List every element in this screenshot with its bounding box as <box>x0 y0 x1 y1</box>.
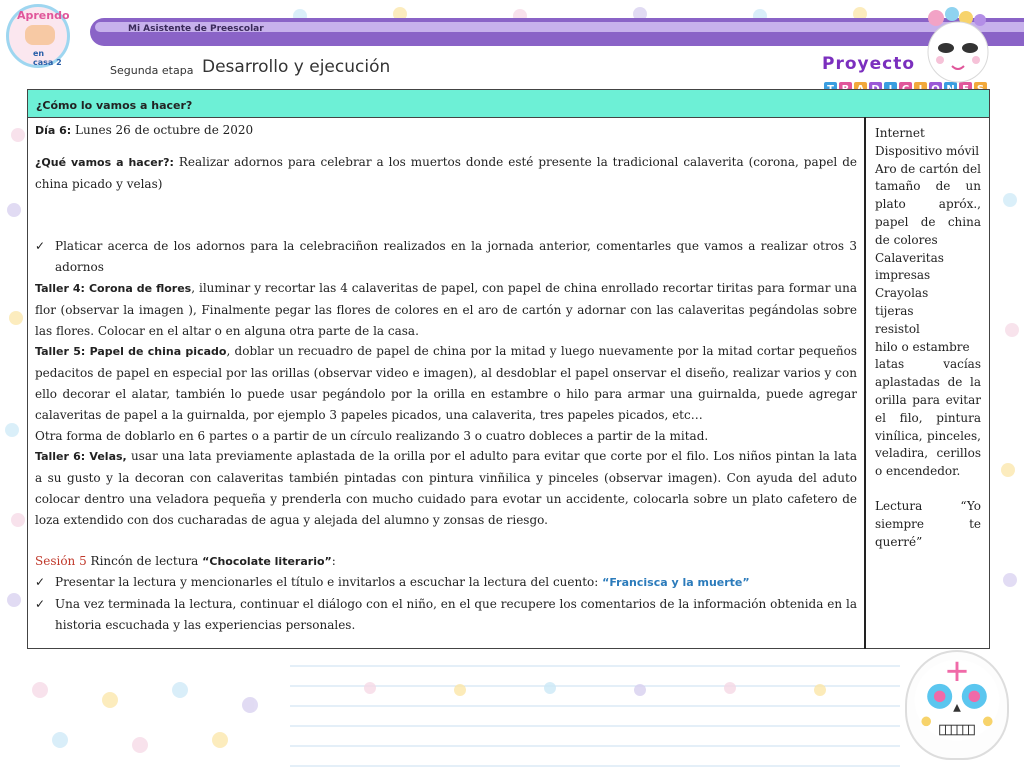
question-label: ¿Qué vamos a hacer?: <box>35 155 174 169</box>
taller-4 <box>35 278 857 341</box>
taller-4-text: , iluminar y recortar las 4 calaveritas de papel, con papel de china enrollado recortar tiritas para formar una flor (observar la imagen ), Finalmente pegar las flores de colores en el aro de cartón y adornar con las calaveritas pegándolas sobre las flores. Colocar en el altar o en alguna otra parte de la casa. <box>35 280 857 338</box>
taller-6-text: usar una lata previamente aplastada de la orilla por el adulto para evitar que corte por el filo. Los niños pintan la lata a su gusto y la decoran con calaveritas también pintadas con pintura vinñilica y pinceles (observar imagen). Con ayuda del aduto colocar dentro una veladora pequeña y prenderla con mucho cuidado para evotar un accidente, colocarla sobre un plato cafetero de loza extendido con dos cucharadas de agua y alejada del alumno y zonsas de riesgo. <box>35 449 857 527</box>
table-header-title: ¿Cómo lo vamos a hacer? <box>36 99 193 112</box>
session-text: Rincón de lectura <box>86 553 203 568</box>
bullet-text: Platicar acerca de los adornos para la celebraciñon realizados en la jornada anterior, comentarles que vamos a realizar otros 3 adornos <box>55 239 857 275</box>
session-line <box>35 551 857 573</box>
list-item <box>35 236 857 278</box>
day-label: Día 6: <box>35 124 72 137</box>
story-title: “Francisca y la muerte” <box>602 576 750 590</box>
material-item: Dispositivo móvil <box>875 143 980 158</box>
materials-column <box>875 125 981 551</box>
column-divider <box>864 117 866 649</box>
material-item: Aro de cartón del tamaño de un plato apróx., papel de china de colores <box>875 161 981 247</box>
bullet-text: Una vez terminada la lectura, continuar el diálogo con el niño, en el que recupere los comentarios de la información obtenida en la historia escuchada y las experiencias personales. <box>55 597 857 632</box>
app-name: Mi Asistente de Preescolar <box>128 24 264 34</box>
material-item: latas vacías aplastadas de la orilla para evitar el filo, pintura vinílica, pinceles, veladira, cerillos o encendedor. <box>875 357 981 479</box>
material-item: Calaveritas impresas <box>875 250 944 283</box>
session-title: “Chocolate literario” <box>202 554 332 568</box>
session-label: Sesión 5 <box>35 553 87 568</box>
material-item: resistol <box>875 321 920 336</box>
taller-4-name: Corona de flores <box>88 281 192 295</box>
taller-5-name: Papel de china picado <box>89 345 227 359</box>
day-line <box>35 120 857 142</box>
taller-5-extra: Otra forma de doblarlo en 6 partes o a partir de un círculo realizando 3 o cuatro dobleces a partir de la mitad. <box>35 428 709 443</box>
session-colon: : <box>331 553 336 568</box>
aprendo-en-casa-logo <box>6 4 70 68</box>
material-item: hilo o estambre <box>875 339 970 354</box>
taller-5 <box>35 341 857 425</box>
catrina-skull-icon <box>912 6 1004 88</box>
taller-6 <box>35 446 857 530</box>
checkmark-icon: ✓ <box>35 575 46 590</box>
taller-5-label: Taller 5: <box>35 345 90 359</box>
material-item: Internet <box>875 126 925 140</box>
list-item <box>35 594 857 636</box>
taller-4-label: Taller 4: <box>35 281 89 295</box>
project-word: Proyecto <box>822 54 916 74</box>
material-item: Crayolas <box>875 286 929 301</box>
logo-subtitle: en casa 2 <box>33 49 62 67</box>
phase-title: Desarrollo y ejecución <box>202 57 391 77</box>
bullet-text: Presentar la lectura y mencionarles el título e invitarlos a escuchar la lectura del cuento: <box>55 575 603 590</box>
material-item: tijeras <box>875 303 914 318</box>
checkmark-icon: ✓ <box>35 239 46 254</box>
sugar-skull-icon <box>905 650 1009 760</box>
logo-children-icon <box>25 25 55 45</box>
question-line <box>35 152 857 195</box>
material-reading: Lectura “Yo siempre te querré” <box>875 498 981 549</box>
day-value: Lunes 26 de octubre de 2020 <box>75 123 254 137</box>
activities-column <box>35 120 857 636</box>
list-item <box>35 572 857 594</box>
question-text: Realizar adornos para celebrar a los muertos donde esté presente la tradicional calaverita (corona, papel de china picado y velas) <box>35 154 857 191</box>
taller-6-label: Taller 6: Velas, <box>35 450 127 464</box>
stage-label: Segunda etapa <box>110 64 194 77</box>
logo-title: Aprendo <box>17 9 70 22</box>
checkmark-icon: ✓ <box>35 597 46 612</box>
table-header-divider <box>28 117 989 118</box>
taller-5-text: , doblar un recuadro de papel de china por la mitad y luego nuevamente por la mitad cortar pequeños pedacitos de papel en especial por las orillas (observar video e imagen), al desdoblar el papel onservar el diseño, realizar varios y con ello decorar el alatar, también lo puede usar pegándolo por la orilla en estambre o hilo para armar una guirnalda, puede agregar calaveritas de papel a la guirnalda, por ejemplo 3 papeles picados, una calaverita, tres papeles picados, etc… <box>35 344 857 422</box>
